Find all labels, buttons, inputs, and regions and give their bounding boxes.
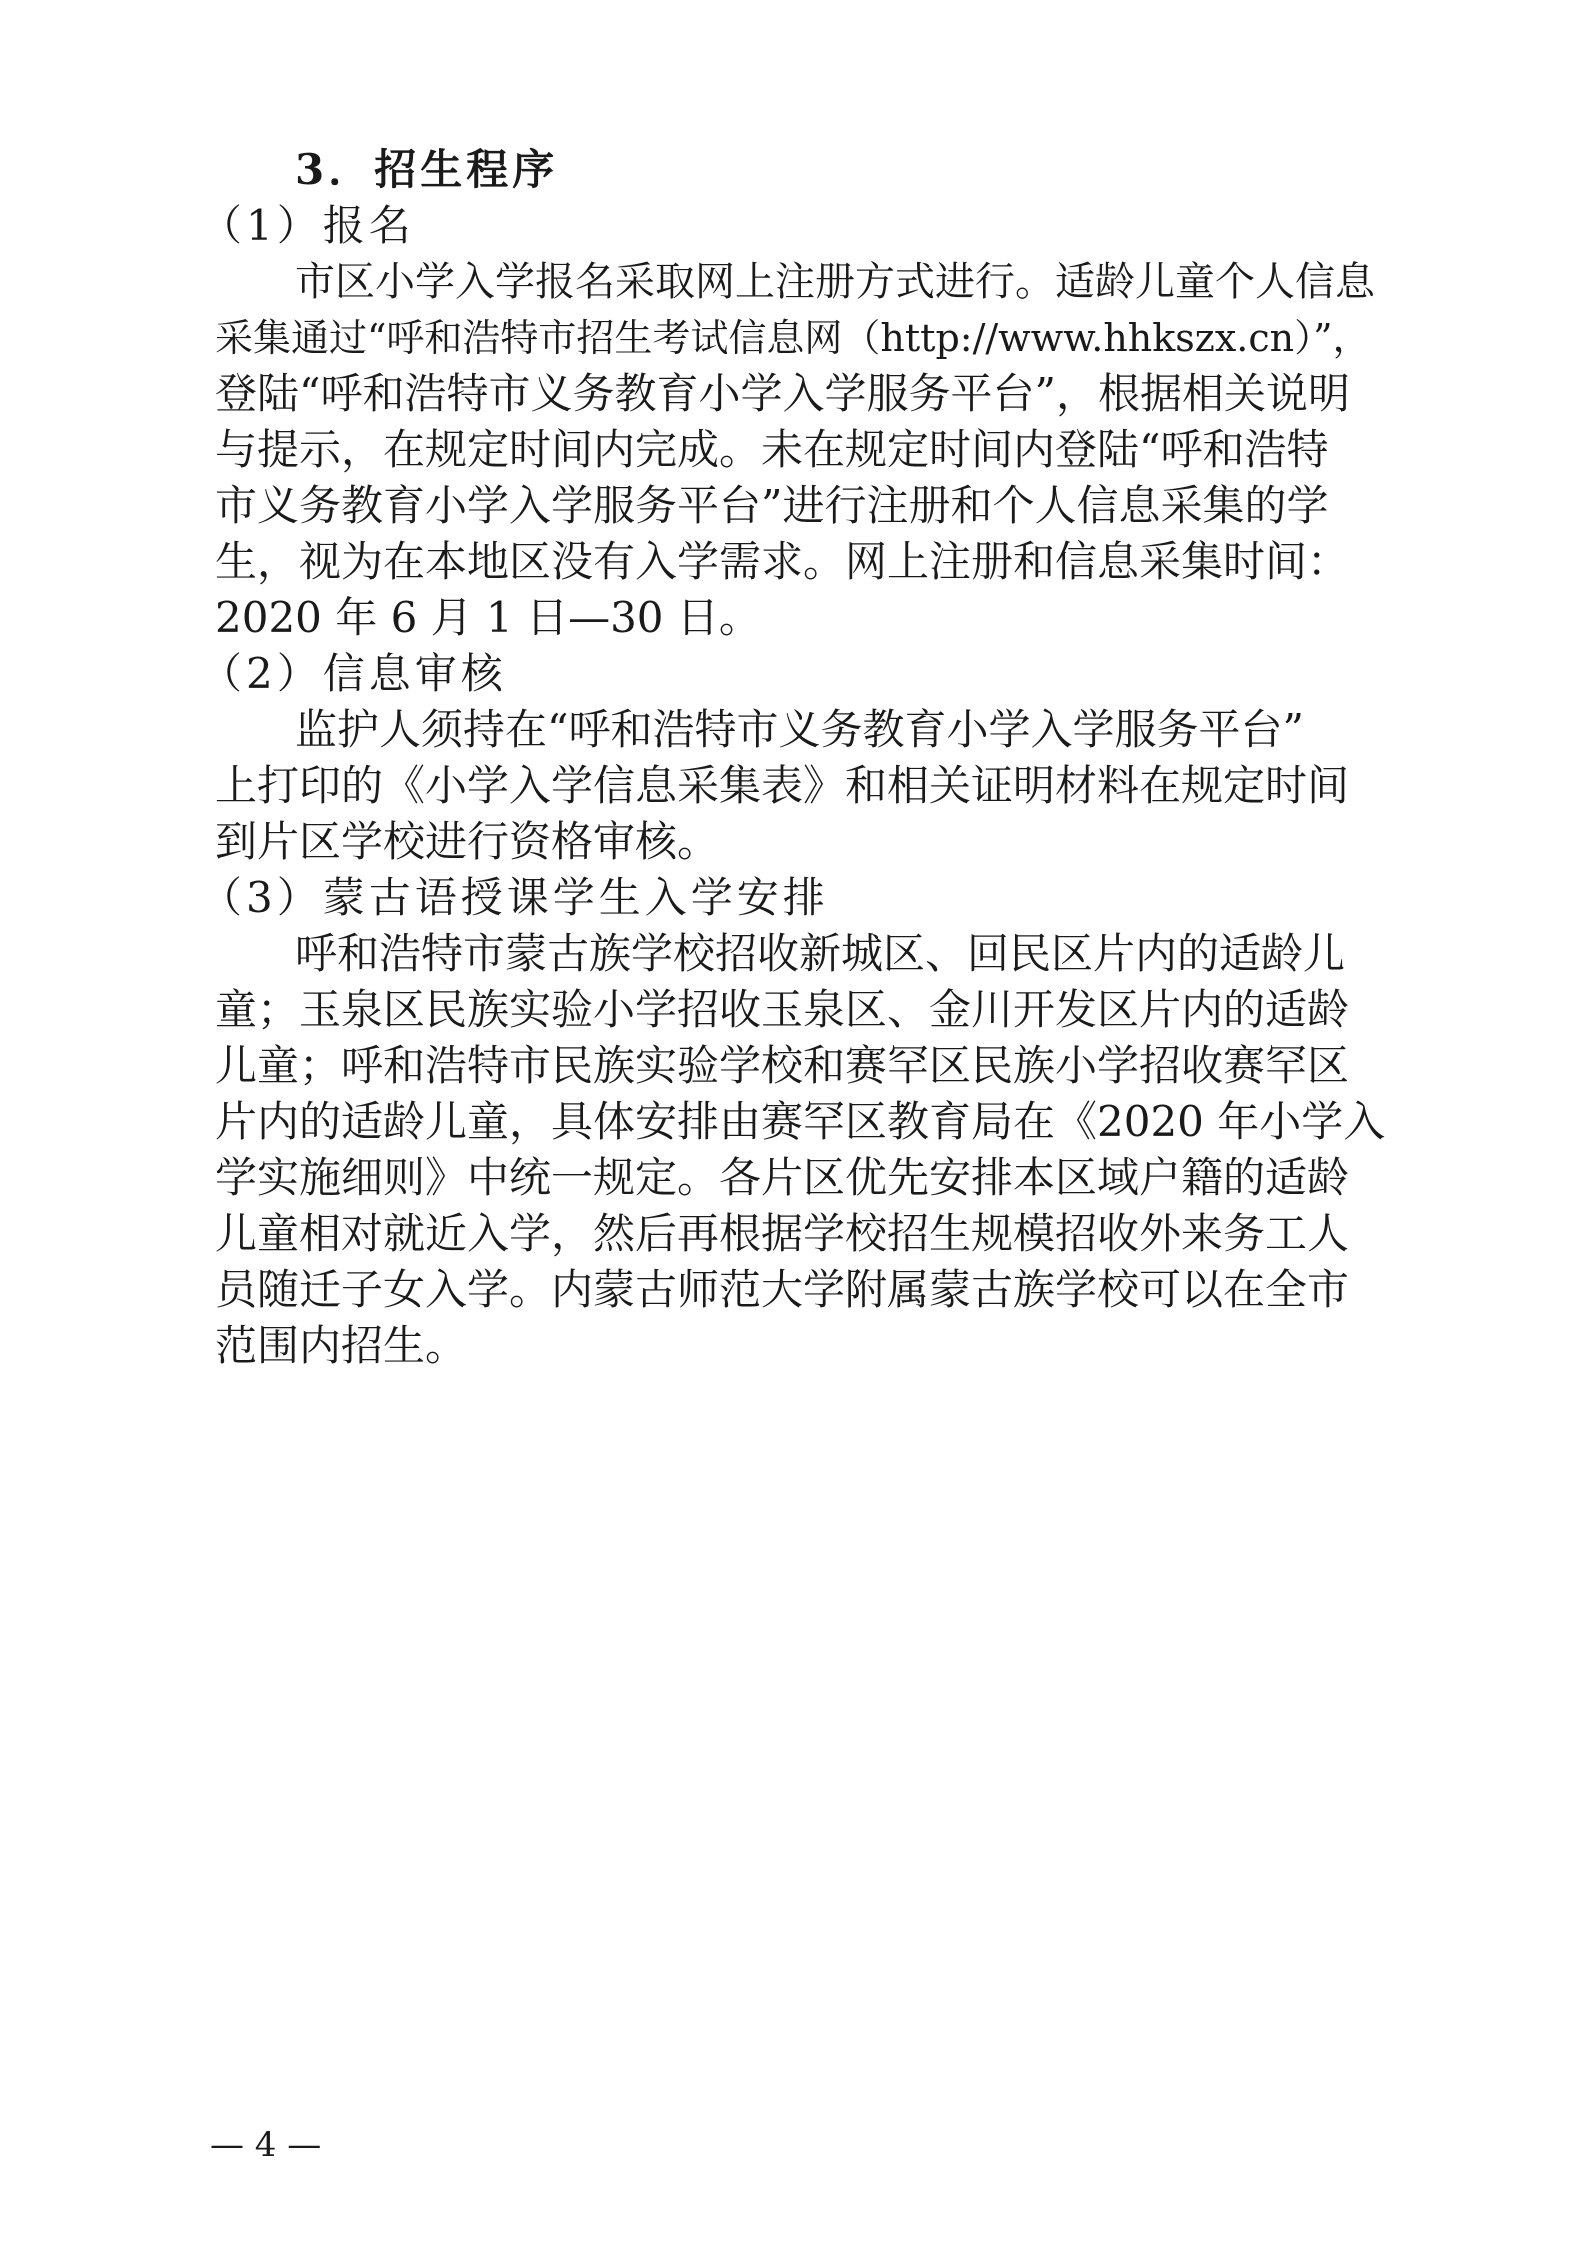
item1-line-2: 采集通过“呼和浩特市招生考试信息网（http://www.hhkszx.cn）”，: [215, 316, 1371, 360]
section-title: 3．招生程序: [295, 145, 559, 194]
item3-line-3: 儿童；呼和浩特市民族实验学校和赛罕区民族小学招收赛罕区: [215, 1041, 1350, 1090]
item3-line-8: 范围内招生。: [215, 1321, 468, 1370]
item1-line-7: 2020 年 6 月 1 日—30 日。: [215, 593, 761, 642]
item1-line-1: 市区小学入学报名采取网上注册方式进行。适龄儿童个人信息: [295, 259, 1375, 305]
item1-title: （1）报名: [200, 201, 415, 250]
item1-line-5: 市义务教育小学入学服务平台”进行注册和个人信息采集的学: [215, 481, 1329, 530]
item2-line-1: 监护人须持在“呼和浩特市义务教育小学入学服务平台”: [295, 705, 1304, 754]
item3-line-7: 员随迁子女入学。内蒙古师范大学附属蒙古族学校可以在全市: [215, 1265, 1350, 1314]
item3-line-4: 片内的适龄儿童，具体安排由赛罕区教育局在《2020 年小学入: [215, 1097, 1386, 1146]
item2-title: （2）信息审核: [200, 649, 507, 698]
page-number: — 4 —: [210, 2125, 322, 2165]
item1-line-4: 与提示，在规定时间内完成。未在规定时间内登陆“呼和浩特: [215, 425, 1329, 474]
item1-line-3: 登陆“呼和浩特市义务教育小学入学服务平台”，根据相关说明: [215, 369, 1350, 418]
item1-line-6: 生，视为在本地区没有入学需求。网上注册和信息采集时间：: [215, 537, 1350, 586]
item2-line-2: 上打印的《小学入学信息采集表》和相关证明材料在规定时间: [215, 761, 1350, 810]
item3-line-6: 儿童相对就近入学，然后再根据学校招生规模招收外来务工人: [215, 1209, 1350, 1258]
item3-line-2: 童；玉泉区民族实验小学招收玉泉区、金川开发区片内的适龄: [215, 985, 1350, 1034]
item3-title: （3）蒙古语授课学生入学安排: [200, 873, 829, 922]
item2-line-3: 到片区学校进行资格审核。: [215, 817, 720, 866]
item3-line-1: 呼和浩特市蒙古族学校招收新城区、回民区片内的适龄儿: [295, 929, 1346, 978]
item3-line-5: 学实施细则》中统一规定。各片区优先安排本区域户籍的适龄: [215, 1153, 1350, 1202]
